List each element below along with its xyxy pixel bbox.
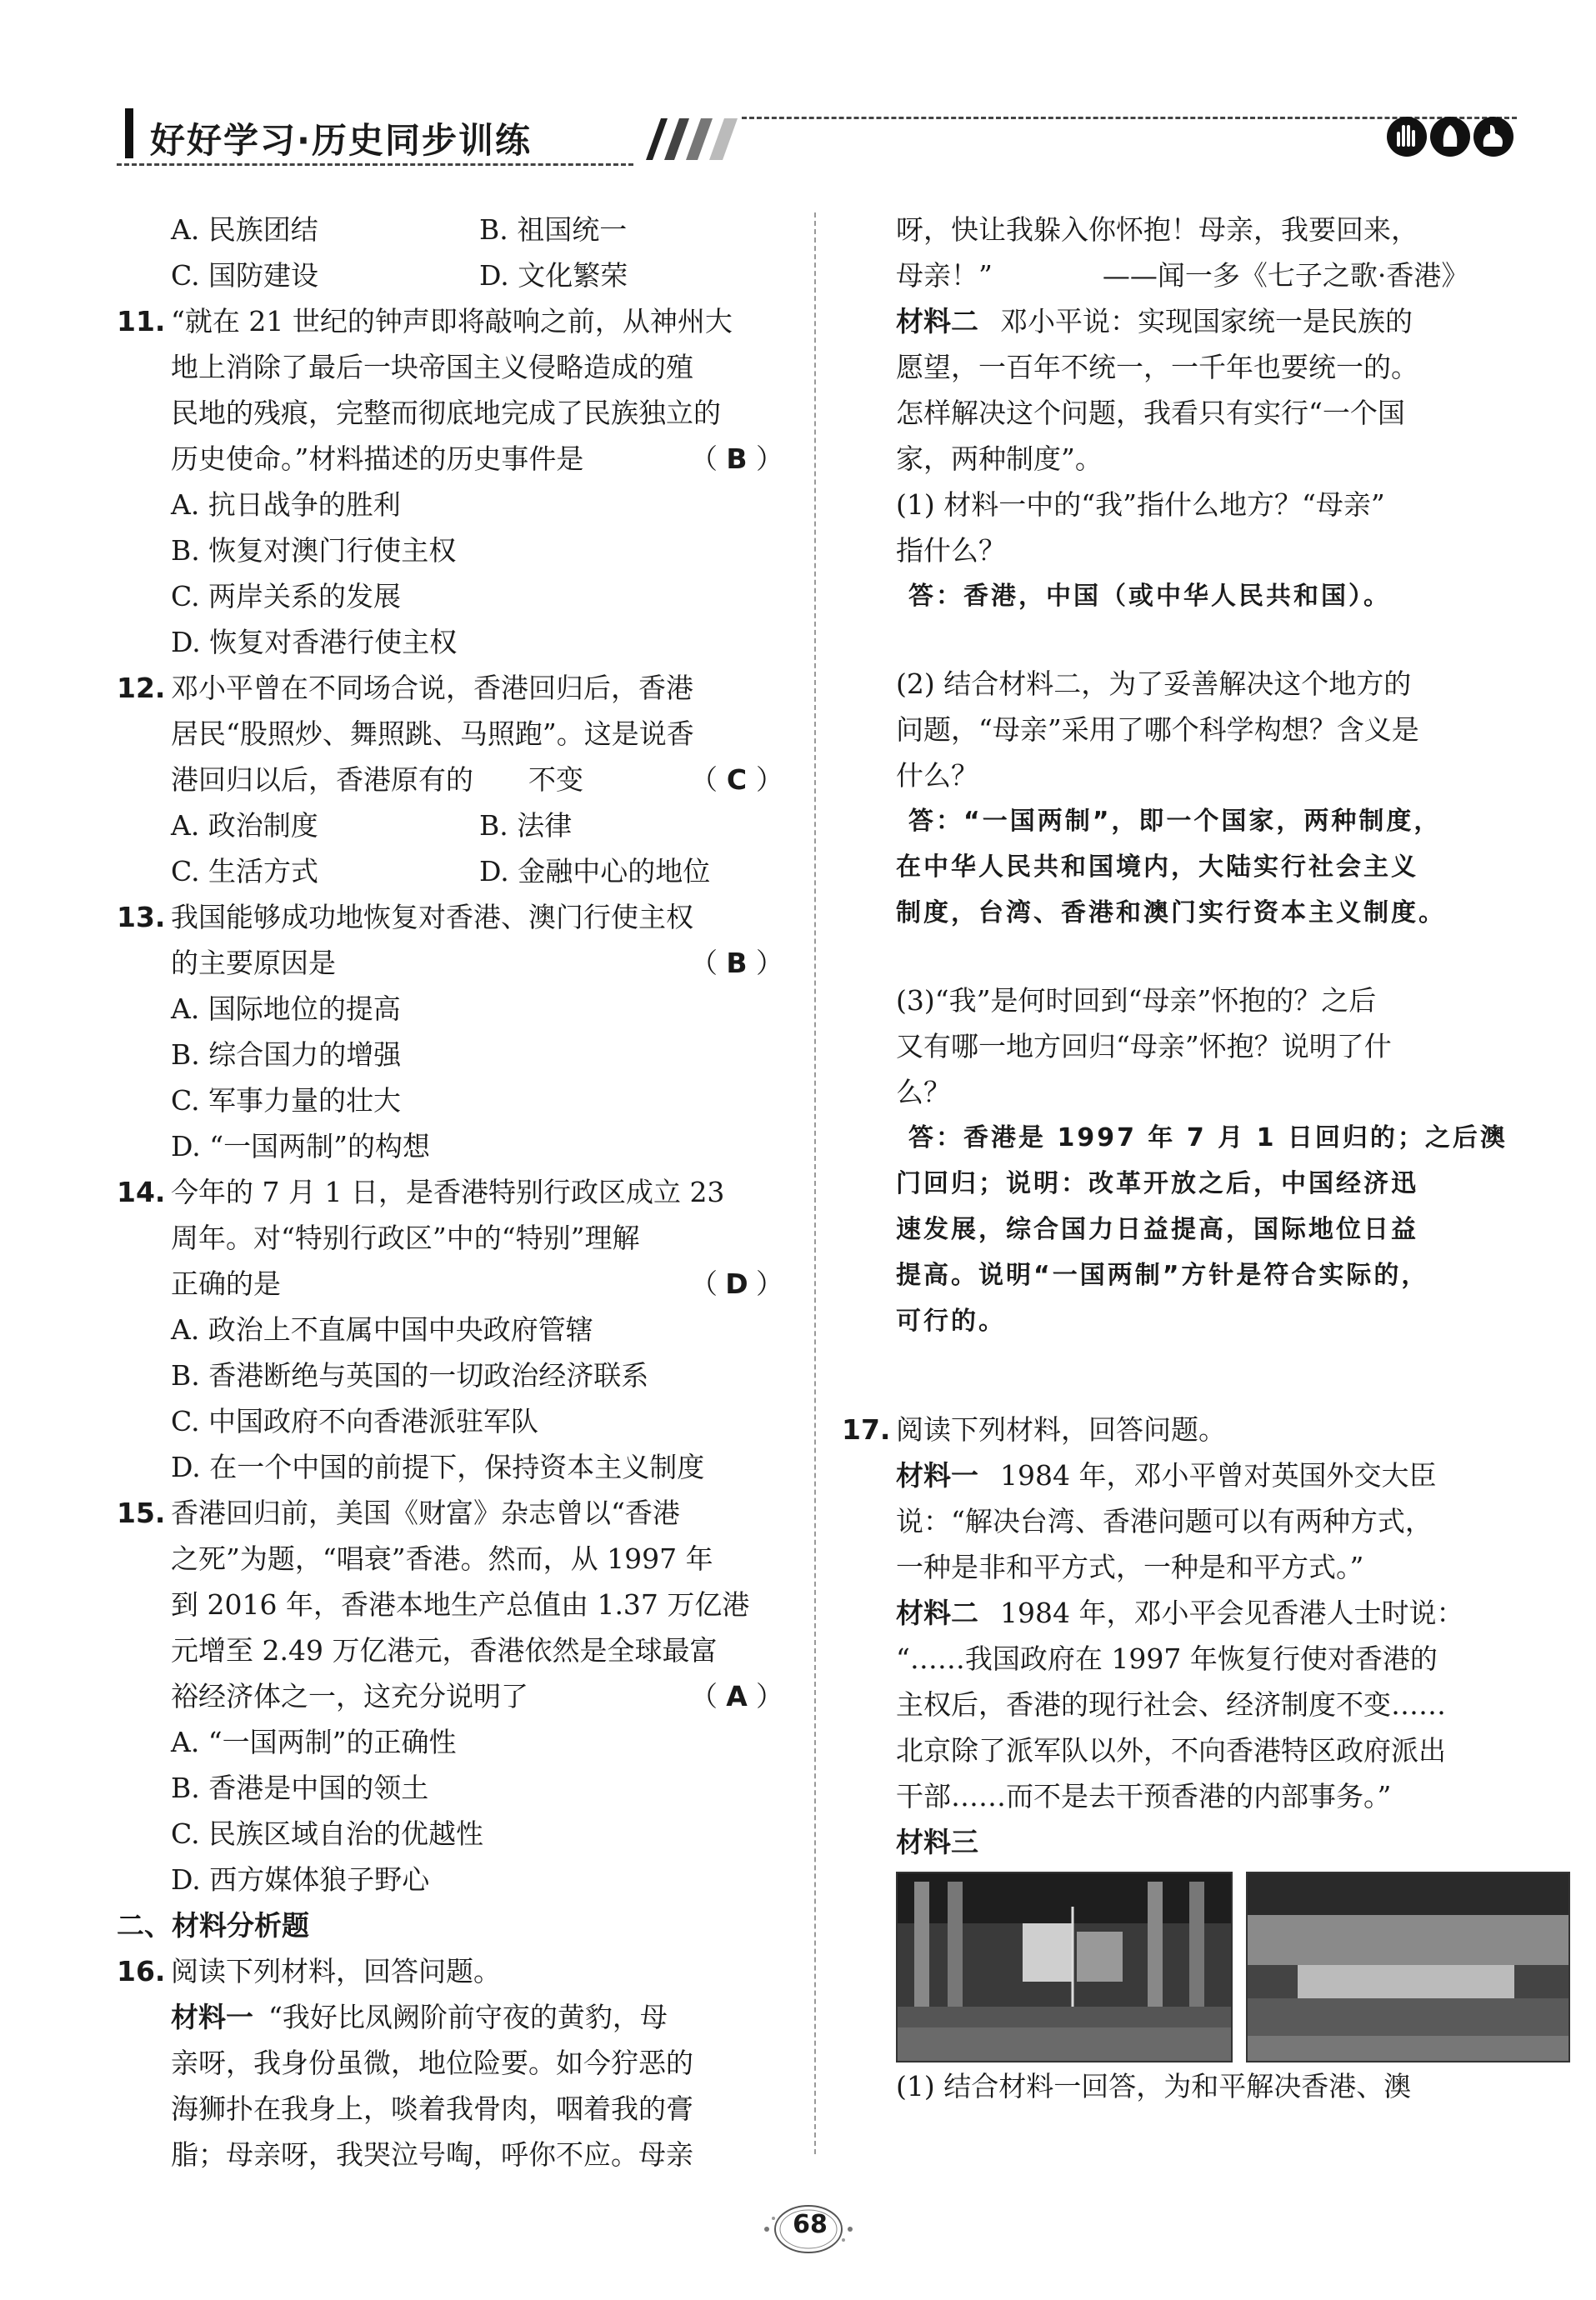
q16-material1-text: “我好比凤阙阶前守夜的黄豹，母: [268, 2001, 668, 2033]
q16-sub3-line1: (3)“我”是何时回到“母亲”怀抱的？之后: [896, 984, 1377, 1017]
q15-line3: 到 2016 年，香港本地生产总值由 1.37 万亿港: [171, 1588, 750, 1621]
q16-answer2-line1: 答：“一国两制”，即一个国家，两种制度，: [908, 807, 1442, 836]
q16-material1-line1: [117, 1994, 783, 2040]
q11-text: “就在 21 世纪的钟声即将敲响之前，从神州大: [171, 305, 733, 338]
q17-material2-line3: 主权后，香港的现行社会、经济制度不变……: [896, 1688, 1446, 1721]
q16-answer3-line5: 可行的。: [896, 1307, 1006, 1336]
q14-option-c: C. 中国政府不向香港派驻军队: [171, 1405, 539, 1438]
section-heading: 二、材料分析题: [117, 1909, 309, 1942]
q11-line4: [117, 436, 783, 482]
q15-line2: 之死”为题，“唱衰”香港。然而，从 1997 年: [171, 1542, 713, 1575]
q12-line1: [117, 665, 783, 711]
q11-option-a: A. 抗日战争的胜利: [171, 488, 401, 521]
q11-option-c: C. 两岸关系的发展: [171, 580, 402, 612]
q13-text: 我国能够成功地恢复对香港、澳门行使主权: [171, 901, 693, 933]
q10-options-row1: [117, 207, 783, 252]
q16-material2-line3: 怎样解决这个问题，我看只有实行“一个国: [896, 397, 1405, 429]
q13-answer: B: [726, 947, 748, 979]
q11-answer-bracket: （ B ）: [690, 436, 783, 482]
q14-option-a: A. 政治上不直属中国中央政府管辖: [171, 1313, 593, 1346]
q16-answer3-line2: 门回归；说明：改革开放之后，中国经济迅: [896, 1169, 1418, 1198]
q16-material1-line2: 亲呀，我身份虽微，地位险要。如今狞恶的: [171, 2047, 693, 2079]
q16-answer3-line4: 提高。说明“一国两制”方针是符合实际的，: [896, 1261, 1429, 1290]
q16-answer3-line3: 速发展，综合国力日益提高，国际地位日益: [896, 1215, 1418, 1244]
q16-intro: 阅读下列材料，回答问题。: [171, 1955, 501, 1988]
q13-option-b: B. 综合国力的增强: [171, 1038, 402, 1071]
q12-line2: 居民“股照炒、舞照跳、马照跑”。这是说香: [171, 718, 694, 750]
q13-option-a: A. 国际地位的提高: [171, 992, 401, 1025]
q16-sub3-line2: 又有哪一地方回归“母亲”怀抱？说明了什: [896, 1030, 1392, 1062]
q16-number: 16.: [117, 1955, 166, 1988]
q15-answer: A: [726, 1680, 748, 1712]
q11-text-end: 历史使命。”材料描述的历史事件是: [171, 442, 584, 475]
q16-material2-line2: 愿望，一百年不统一，一千年也要统一的。: [896, 351, 1418, 383]
header-dashed-rule: [117, 163, 633, 166]
q16-sub1-line1: (1) 材料一中的“我”指什么地方？“母亲”: [896, 488, 1385, 521]
q11-option-b: B. 恢复对澳门行使主权: [171, 534, 457, 567]
q12-text: 邓小平曾在不同场合说，香港回归后，香港: [171, 672, 693, 704]
q17-intro: 阅读下列材料，回答问题。: [896, 1413, 1226, 1446]
q17-material1-line2: 说：“解决台湾、香港问题可以有两种方式，: [896, 1505, 1433, 1538]
q12-options-row2: [117, 848, 783, 894]
q17-material2-line2: “……我国政府在 1997 年恢复行使对香港的: [896, 1642, 1438, 1675]
q17-material2-text: 1984 年，邓小平会见香港人士时说：: [1000, 1597, 1464, 1629]
q10-options-row2: [117, 252, 783, 298]
q11-line2: 地上消除了最后一块帝国主义侵略造成的殖: [171, 351, 693, 383]
q11-line3: 民地的残痕，完整而彻底地完成了民族独立的: [171, 397, 721, 429]
q17-sub1: (1) 结合材料一回答，为和平解决香港、澳: [896, 2070, 1412, 2102]
q16-sub1-line2: 指什么？: [896, 534, 1006, 567]
q14-text-end: 正确的是: [171, 1268, 281, 1300]
q15-option-c: C. 民族区域自治的优越性: [171, 1818, 484, 1850]
q14-option-d: D. 在一个中国的前提下，保持资本主义制度: [171, 1451, 705, 1483]
q11-number: 11.: [117, 305, 166, 338]
handover-ceremony-photo: [896, 1872, 1233, 2062]
q13-line2: [117, 940, 783, 986]
q12-line3: [117, 757, 783, 802]
q14-line1: [117, 1169, 783, 1215]
q11-option-d: D. 恢复对香港行使主权: [171, 626, 458, 658]
q14-text: 今年的 7 月 1 日，是香港特别行政区成立 23: [171, 1176, 725, 1208]
q12-option-c: C. 生活方式: [171, 855, 319, 888]
q14-number: 14.: [117, 1176, 166, 1208]
q17-line1: [842, 1407, 1508, 1452]
celebration-hall-photo: [1246, 1872, 1570, 2062]
q12-answer-bracket: （ C ）: [690, 757, 783, 802]
q17-material2-line5: 干部……而不是去干预香港的内部事务。”: [896, 1780, 1392, 1812]
q16-sub2-line3: 什么？: [896, 759, 978, 792]
q17-material3-label: 材料三: [896, 1826, 978, 1858]
q12-option-b: B. 法律: [479, 809, 573, 842]
q17-material1-text: 1984 年，邓小平曾对英国外交大臣: [1000, 1459, 1437, 1492]
right-column: [842, 207, 1508, 2109]
q17-material1-line3: 一种是非和平方式，一种是和平方式。”: [896, 1551, 1364, 1583]
q15-line1: [117, 1490, 783, 1536]
q15-option-d: D. 西方媒体狼子野心: [171, 1863, 430, 1896]
q14-answer: D: [725, 1268, 748, 1300]
q14-line3: [117, 1261, 783, 1307]
q13-answer-bracket: （ B ）: [690, 940, 783, 986]
q15-option-a: A. “一国两制”的正确性: [171, 1726, 457, 1758]
q15-option-b: B. 香港是中国的领土: [171, 1772, 429, 1804]
q16-material2-line1: [842, 298, 1508, 344]
q15-text-end: 裕经济体之一，这充分说明了: [171, 1680, 528, 1712]
q15-text: 香港回归前，美国《财富》杂志曾以“香港: [171, 1497, 680, 1529]
q15-line4: 元增至 2.49 万亿港元，香港依然是全球最富: [171, 1634, 718, 1667]
q14-answer-bracket: （ D ）: [690, 1261, 783, 1307]
q16-material2-label: 材料二: [896, 305, 978, 338]
q17-material2-label: 材料二: [896, 1597, 978, 1629]
q17-material2-line1: [842, 1590, 1508, 1636]
q16-material1-label: 材料一: [171, 2001, 253, 2033]
q12-options-row1: [117, 802, 783, 848]
q14-line2: 周年。对“特别行政区”中的“特别”理解: [171, 1222, 640, 1254]
q16-line1: [117, 1948, 783, 1994]
q17-material2-line4: 北京除了派军队以外，不向香港特区政府派出: [896, 1734, 1446, 1767]
q16-sub3-line3: 么？: [896, 1076, 951, 1108]
q13-option-d: D. “一国两制”的构想: [171, 1130, 431, 1162]
q13-line1: [117, 894, 783, 940]
header-hands-icon: [1383, 113, 1517, 160]
q16-answer2-line2: 在中华人民共和国境内，大陆实行社会主义: [896, 852, 1418, 882]
q16-sub2-line1: (2) 结合材料二，为了妥善解决这个地方的: [896, 668, 1412, 700]
q17-material1-line1: [842, 1452, 1508, 1498]
q11-answer: B: [726, 442, 748, 475]
q15-answer-bracket: （ A ）: [690, 1673, 783, 1719]
q17-material1-label: 材料一: [896, 1459, 978, 1492]
q10-option-a: A. 民族团结: [171, 213, 318, 246]
q17-photos: [842, 1872, 1508, 2063]
q16-material1-line3: 海狮扑在我身上，啖着我骨肉，咽着我的膏: [171, 2092, 693, 2125]
q13-option-c: C. 军事力量的壮大: [171, 1084, 402, 1117]
q15-line5: [117, 1673, 783, 1719]
header-stripes-icon: [629, 118, 754, 160]
column-divider: [814, 212, 816, 2154]
q15-number: 15.: [117, 1497, 166, 1529]
q13-number: 13.: [117, 901, 166, 933]
q16-answer3-line1: 答：香港是 1997 年 7 月 1 日回归的；之后澳: [908, 1123, 1508, 1152]
q16-answer2-line3: 制度，台湾、香港和澳门实行资本主义制度。: [896, 898, 1446, 928]
q13-text-end: 的主要原因是: [171, 947, 336, 979]
book-title: 好好学习·历史同步训练: [150, 120, 532, 161]
q14-option-b: B. 香港断绝与英国的一切政治经济联系: [171, 1359, 649, 1392]
q10-option-c: C. 国防建设: [171, 259, 319, 292]
q16-material1-line5: 呀，快让我躲入你怀抱！母亲，我要回来，: [896, 213, 1418, 246]
q16-sub2-line2: 问题，“母亲”采用了哪个科学构想？含义是: [896, 713, 1419, 746]
left-column: [117, 207, 783, 2178]
q12-text-end: 港回归以后，香港原有的 不变: [171, 763, 583, 796]
q16-answer1: 答：香港，中国（或中华人民共和国）。: [908, 582, 1391, 611]
q17-number: 17.: [842, 1413, 891, 1446]
q10-option-d: D. 文化繁荣: [479, 259, 628, 292]
page-number: 68: [793, 2210, 828, 2239]
header-mark: [125, 108, 133, 158]
q10-option-b: B. 祖国统一: [479, 213, 628, 246]
q16-material2-line4: 家，两种制度”。: [896, 442, 1103, 475]
q12-number: 12.: [117, 672, 166, 704]
q16-material2-text: 邓小平说：实现国家统一是民族的: [1000, 305, 1413, 338]
q12-option-a: A. 政治制度: [171, 809, 318, 842]
q12-option-d: D. 金融中心的地位: [479, 855, 711, 888]
page-header: [117, 108, 1517, 175]
q16-material1-line6: 母亲！” ——闻一多《七子之歌·香港》: [896, 259, 1469, 292]
q12-answer: C: [726, 763, 748, 796]
q16-material1-line4: 脂；母亲呀，我哭泣号啕，呼你不应。母亲: [171, 2138, 693, 2171]
q11-line1: [117, 298, 783, 344]
